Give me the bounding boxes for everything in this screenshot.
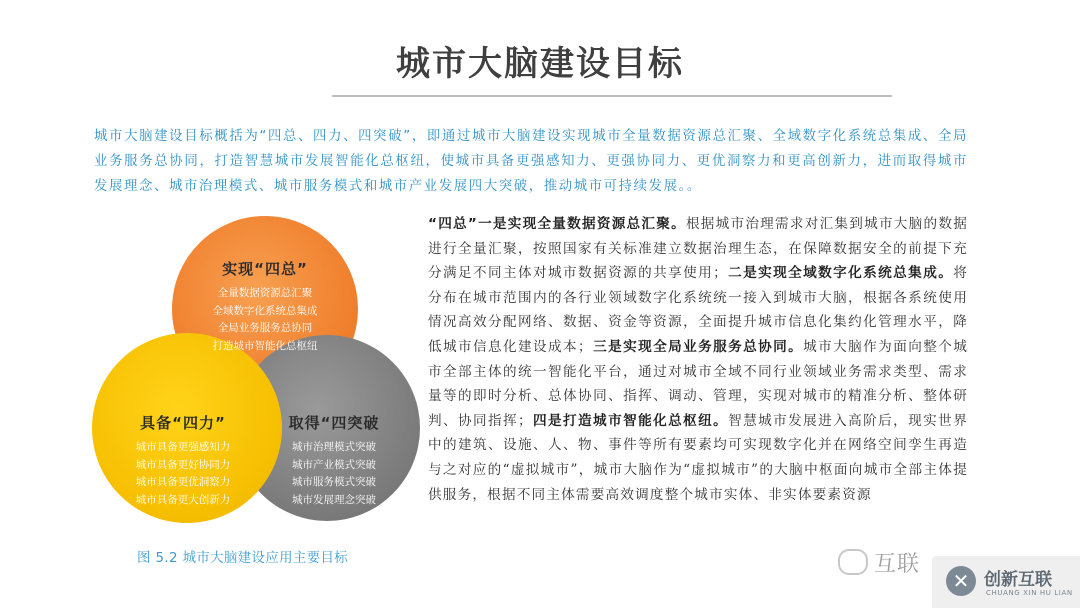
venn-gray-line: 城市产业模式突破: [292, 458, 376, 471]
body-run: 将分布在城市范围内的各行业领域数字化系统统一接入到城市大脑，根据各系统使用情况高效分配网络、数据、资金等资源，全面提升城市信息化集约化管理水平，降低城市信息化建设成本；: [428, 265, 968, 355]
figure-caption: 图 5.2 城市大脑建设应用主要目标: [137, 551, 349, 566]
body-paragraph: [428, 212, 968, 507]
venn-orange-line: 全域数字化系统总集成: [212, 304, 318, 317]
brand-subtitle: CHUANG XIN HU LIAN: [986, 589, 1073, 597]
body-run-bold: 四是打造城市智能化总枢纽。: [532, 412, 729, 429]
venn-orange-heading: 实现“四总”: [222, 260, 308, 278]
body-run-bold: 二是实现全域数字化系统总集成。: [727, 265, 954, 282]
venn-yellow-text: [108, 412, 258, 509]
venn-gray-text: [272, 412, 396, 509]
venn-orange-line: 打造城市智能化总枢纽: [212, 339, 318, 352]
body-run-bold: 三是实现全局业务服务总协同。: [592, 338, 804, 355]
body-run-bold: “四总”一是实现全量数据资源总汇聚。: [428, 216, 686, 232]
body-run: 智慧城市发展进入高阶后，现实世界中的建筑、设施、人、物、事件等所有要素均可实现数字化并在网络空间孪生再造与之对应的“虚拟城市”，城市大脑作为“虚拟城市”的大脑中枢面向城市全部主体提供服务，根据不同主体需要高效调度整个城市实体、非实体要素资源: [428, 412, 968, 503]
venn-orange-line: 全量数据资源总汇聚: [217, 287, 313, 299]
wechat-watermark-text: 互联: [874, 551, 921, 577]
venn-gray-heading: 取得“四突破: [288, 414, 380, 432]
venn-yellow-heading: 具备“四力”: [140, 414, 226, 432]
brand-watermark: [932, 556, 1080, 608]
wechat-watermark: [838, 545, 920, 579]
venn-gray-line: 城市发展理念突破: [292, 493, 376, 506]
venn-yellow-line: 城市具备更强感知力: [135, 441, 231, 453]
page-title: 城市大脑建设目标: [396, 44, 684, 84]
body-run: 城市大脑作为面向整个城市全部主体的统一智能化平台，通过对城市全域不同行业领域业务需求类型、需求量等的即时分析、总体协同、指挥、调动、管理，实现对城市的精准分析、整体研判、协同指挥；: [428, 338, 968, 429]
venn-orange-text: [180, 258, 350, 355]
body-run: 根据城市治理需求对汇集到城市大脑的数据进行全量汇聚，按照国家有关标准建立数据治理生态，在保障数据安全的前提下充分满足不同主体对城市数据资源的共享使用；: [428, 216, 968, 282]
venn-gray-line: 城市服务模式突破: [292, 476, 376, 488]
venn-yellow-line: 城市具备更好协同力: [135, 458, 231, 471]
venn-yellow-line: 城市具备更优洞察力: [135, 476, 231, 488]
venn-orange-line: 全局业务服务总协同: [217, 322, 313, 334]
brand-name: 创新互联: [984, 570, 1052, 590]
venn-yellow-line: 城市具备更大创新力: [135, 493, 231, 506]
intro-paragraph: 城市大脑建设目标概括为“四总、四力、四突破”，即通过城市大脑建设实现城市全量数据资源总汇聚、全域数字化系统总集成、全局业务服务总协同，打造智慧城市发展智能化总枢纽，使城市具备更强感知力、更强协同力、更优洞察力和更高创新力，进而取得城市发展理念、城市治理模式、城市服务模式和城市产业发展四大突破，推动城市可持续发展。。: [94, 129, 968, 194]
venn-gray-line: 城市治理模式突破: [292, 441, 376, 453]
wechat-icon: [838, 549, 868, 575]
brand-logo-icon: ✕: [946, 566, 976, 596]
